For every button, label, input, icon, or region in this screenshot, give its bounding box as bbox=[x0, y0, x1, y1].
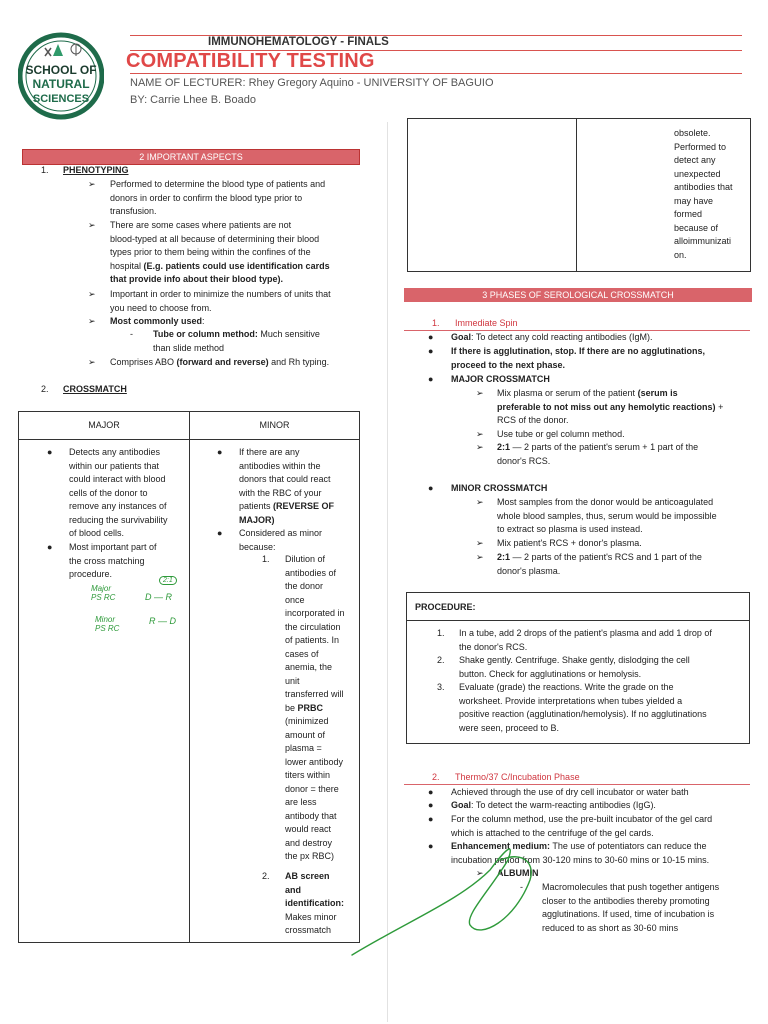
section-banner-aspects: 2 IMPORTANT ASPECTS bbox=[22, 149, 360, 165]
handwritten-note-major: Major PS RC bbox=[91, 584, 116, 602]
logo-line-3: SCIENCES bbox=[32, 93, 90, 105]
phase-title-incubation: Thermo/37 C/Incubation Phase bbox=[455, 772, 580, 782]
bullet-icon: ● bbox=[428, 332, 434, 342]
arrow-icon: ➢ bbox=[476, 442, 484, 452]
arrow-icon: ➢ bbox=[476, 497, 484, 507]
bullet-icon: ● bbox=[428, 841, 434, 851]
handwritten-note-ratio: 2:1 bbox=[159, 576, 177, 585]
immediate-spin-rule: If there is agglutination, stop. If there are no agglutinations, proceed to the next phase. bbox=[451, 346, 706, 370]
arrow-icon: ➢ bbox=[88, 220, 96, 230]
arrow-icon: ➢ bbox=[88, 179, 96, 189]
minor-point-2: Considered as minor because: bbox=[239, 528, 323, 552]
course-title: IMMUNOHEMATOLOGY - FINALS bbox=[208, 36, 389, 48]
incubation-point-1: Achieved through the use of dry cell incubator or water bath bbox=[451, 787, 689, 797]
list-number-2: 2. bbox=[262, 871, 270, 881]
handwritten-note-minor: Minor PS RC bbox=[95, 615, 120, 633]
arrow-icon: ➢ bbox=[476, 868, 484, 878]
phase-number-2: 2. bbox=[432, 772, 440, 782]
bullet-icon: ● bbox=[217, 447, 223, 457]
arrow-icon: ➢ bbox=[88, 357, 96, 367]
procedure-box bbox=[406, 592, 750, 744]
bullet-icon: ● bbox=[428, 787, 434, 797]
logo-line-1: SCHOOL OF bbox=[25, 63, 97, 77]
procedure-step-2: Shake gently. Centrifuge. Shake gently, dislodging the cell button. Check for agglutinations or hemolysis. bbox=[459, 655, 690, 679]
phase-title-immediate-spin: Immediate Spin bbox=[455, 318, 518, 328]
bullet-icon: ● bbox=[47, 542, 53, 552]
incubation-goal: Goal: To detect the warm-reacting antibodies (IgG). bbox=[451, 800, 656, 810]
section-title-phenotyping: PHENOTYPING bbox=[63, 165, 129, 175]
major-crossmatch-point-3: 2:1 — 2 parts of the patient's serum + 1 part of the donor's RCS. bbox=[497, 442, 699, 466]
bullet-icon: ● bbox=[47, 447, 53, 457]
arrow-icon: ➢ bbox=[88, 316, 96, 326]
phenotyping-sub-point: Tube or column method: Much sensitive than slide method bbox=[153, 329, 320, 353]
handwritten-scribble bbox=[340, 830, 590, 960]
table-column-divider bbox=[189, 412, 190, 942]
dash-icon: - bbox=[130, 329, 133, 339]
phenotyping-point-1: Performed to determine the blood type of patients and donors in order to confirm the blood type prior to transfusion. bbox=[110, 179, 326, 216]
arrow-icon: ➢ bbox=[476, 552, 484, 562]
major-header: MAJOR bbox=[88, 420, 120, 430]
phase-rule bbox=[404, 784, 750, 785]
bullet-icon: ● bbox=[428, 346, 434, 356]
minor-header: MINOR bbox=[259, 420, 290, 430]
dash-icon: - bbox=[520, 882, 523, 892]
continued-minor-text: obsolete. Performed to detect any unexpected antibodies that may have formed because of alloimmunizati on. bbox=[674, 128, 733, 260]
procedure-divider bbox=[407, 620, 749, 621]
arrow-icon: ➢ bbox=[88, 289, 96, 299]
immediate-spin-goal: Goal: To detect any cold reacting antibodies (IgM). bbox=[451, 332, 653, 342]
minor-crossmatch-point-3: 2:1 — 2 parts of the patient's RCS and 1 part of the donor's plasma. bbox=[497, 552, 702, 576]
bullet-icon: ● bbox=[428, 814, 434, 824]
list-number-1: 1. bbox=[437, 628, 445, 638]
section-banner-phases: 3 PHASES OF SEROLOGICAL CROSSMATCH bbox=[404, 288, 752, 302]
arrow-icon: ➢ bbox=[476, 429, 484, 439]
incubation-enhancement: Enhancement medium: The use of potentiators can reduce the incubation period from 30-120 mins to 30-60 mins or 10-15 mins. bbox=[451, 841, 710, 865]
author-line: BY: Carrie Lhee B. Boado bbox=[130, 94, 256, 106]
continued-table bbox=[407, 118, 751, 272]
procedure-heading: PROCEDURE: bbox=[415, 602, 476, 612]
list-number-1: 1. bbox=[262, 554, 270, 564]
table-column-divider bbox=[576, 119, 577, 271]
handwritten-note-major-flow: D — R bbox=[145, 592, 172, 602]
bullet-icon: ● bbox=[428, 800, 434, 810]
lecturer-line: NAME OF LECTURER: Rhey Gregory Aquino - UNIVERSITY OF BAGUIO bbox=[130, 77, 494, 89]
school-logo bbox=[18, 28, 104, 124]
bullet-icon: ● bbox=[217, 528, 223, 538]
bullet-icon: ● bbox=[428, 374, 434, 384]
incubation-point-3: For the column method, use the pre-built incubator of the gel card which is attached to the centrifuge of the gel cards. bbox=[451, 814, 713, 838]
list-number-3: 3. bbox=[437, 682, 445, 692]
minor-crossmatch-point-2: Mix patient's RCS + donor's plasma. bbox=[497, 538, 642, 548]
table-header-divider bbox=[19, 439, 359, 440]
header-rule-bottom bbox=[130, 73, 742, 74]
logo-line-2: NATURAL bbox=[32, 77, 90, 91]
minor-reason-1: Dilution of antibodies of the donor once incorporated in the circulation of patients. In cases of anemia, the unit transferred will be PRBC (minimized amount of plasma = lower antibody titers within donor = there are less antibody that would react and destroy the px RBC) bbox=[285, 554, 345, 861]
phase-number-1: 1. bbox=[432, 318, 440, 328]
procedure-step-3: Evaluate (grade) the reactions. Write the grade on the worksheet. Provide interpretations when tubes yielded a positive reaction (agglutination/hemolysis). If no agglutinations were seen, proceed to B. bbox=[459, 682, 707, 733]
bullet-icon: ● bbox=[428, 483, 434, 493]
handwritten-note-minor-flow: R — D bbox=[149, 616, 176, 626]
minor-crossmatch-point-1: Most samples from the donor would be anticoagulated whole blood samples, thus, serum would be impossible to extract so plasma is used instead. bbox=[497, 497, 717, 534]
major-point-2: Most important part of the cross matching procedure. bbox=[69, 542, 157, 579]
minor-point-1: If there are any antibodies within the donors that could react with the RBC of your patients (REVERSE OF MAJOR) bbox=[239, 447, 335, 525]
phenotyping-point-5: Comprises ABO (forward and reverse) and Rh typing. bbox=[110, 357, 330, 367]
section-number-2: 2. bbox=[41, 384, 49, 394]
section-title-crossmatch: CROSSMATCH bbox=[63, 384, 127, 394]
list-number-2: 2. bbox=[437, 655, 445, 665]
section-number-1: 1. bbox=[41, 165, 49, 175]
phenotyping-point-4: Most commonly used: bbox=[110, 316, 205, 326]
minor-crossmatch-heading: MINOR CROSSMATCH bbox=[451, 483, 548, 493]
major-crossmatch-point-2: Use tube or gel column method. bbox=[497, 429, 625, 439]
crossmatch-table bbox=[18, 411, 360, 943]
page-title: COMPATIBILITY TESTING bbox=[126, 50, 375, 72]
albumin-heading: ALBUMIN bbox=[497, 868, 539, 878]
major-point-1: Detects any antibodies within our patients that could interact with blood cells of the donor to remove any instances of reducing the survivability of blood cells. bbox=[69, 447, 168, 538]
phenotyping-point-2: There are some cases where patients are not blood-typed at all because of determining their blood types prior to them being within the confines of the hospital (E.g. patients could use identification cards that provide info about their blood type). bbox=[110, 220, 330, 284]
phenotyping-point-3: Important in order to minimize the numbers of units that you need to choose from. bbox=[110, 289, 331, 313]
minor-reason-2: AB screen and identification: Makes minor crossmatch bbox=[285, 871, 344, 935]
major-crossmatch-heading: MAJOR CROSSMATCH bbox=[451, 374, 550, 384]
albumin-description: Macromolecules that push together antigens closer to the antibodies thereby promoting agglutinations. If used, time of incubation is reduced to as short as 30-60 mins bbox=[542, 882, 720, 933]
arrow-icon: ➢ bbox=[476, 388, 484, 398]
major-crossmatch-point-1: Mix plasma or serum of the patient (serum is preferable to not miss out any hemolytic reactions) + RCS of the donor. bbox=[497, 388, 724, 425]
arrow-icon: ➢ bbox=[476, 538, 484, 548]
procedure-step-1: In a tube, add 2 drops of the patient's plasma and add 1 drop of the donor's RCS. bbox=[459, 628, 712, 652]
